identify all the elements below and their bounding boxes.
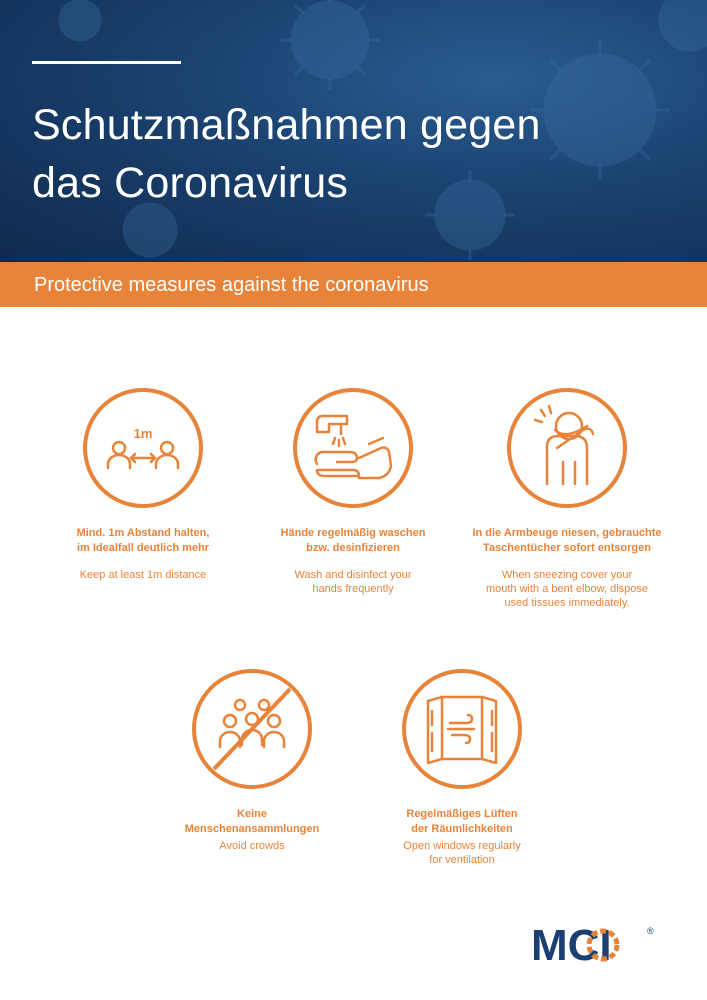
measure-ventilation-german: Regelmäßiges Lüften der Räumlichkeiten xyxy=(406,808,518,835)
logo-text: MCI xyxy=(531,921,612,968)
measure-no-crowds-english: Avoid crowds xyxy=(219,840,285,852)
mci-logo xyxy=(531,918,661,973)
measure-no-crowds xyxy=(142,667,362,853)
hand-washing-icon xyxy=(291,386,415,510)
measure-no-crowds-german: Keine Menschenansammlungen xyxy=(184,808,320,835)
measure-ventilation-english: Open windows regularly for ventilation xyxy=(403,840,521,866)
measure-distance-german: Mind. 1m Abstand halten, im Idealfall deutlich mehr xyxy=(76,527,210,554)
subtitle-band xyxy=(0,262,707,307)
distance-label: 1m xyxy=(133,426,153,441)
header-banner xyxy=(0,0,707,262)
measure-distance xyxy=(33,386,253,582)
measure-ventilation xyxy=(352,667,572,867)
measure-sneeze-elbow xyxy=(457,386,677,610)
distance-icon xyxy=(81,386,205,510)
title-rule xyxy=(32,61,181,64)
no-crowds-icon xyxy=(190,667,314,791)
measure-sneeze-elbow-english: When sneezing cover your mouth with a bent elbow, dispose used tissues immediately. xyxy=(485,569,649,609)
page-title xyxy=(32,96,692,212)
registered-mark: ® xyxy=(647,926,654,936)
measure-sneeze-elbow-german: In die Armbeuge niesen, gebrauchte Taschentücher sofort entsorgen xyxy=(472,527,662,554)
measure-hand-washing-english: Wash and disinfect your hands frequently xyxy=(294,569,412,595)
open-window-icon xyxy=(400,667,524,791)
sneeze-elbow-icon xyxy=(505,386,629,510)
title-line-1: Schutzmaßnahmen gegen xyxy=(32,101,541,149)
title-line-2: das Coronavirus xyxy=(32,159,349,207)
subtitle: Protective measures against the coronavirus xyxy=(34,274,429,296)
measure-hand-washing-german: Hände regelmäßig waschen bzw. desinfizieren xyxy=(280,527,426,554)
measure-hand-washing xyxy=(243,386,463,596)
measure-distance-english: Keep at least 1m distance xyxy=(79,569,207,581)
